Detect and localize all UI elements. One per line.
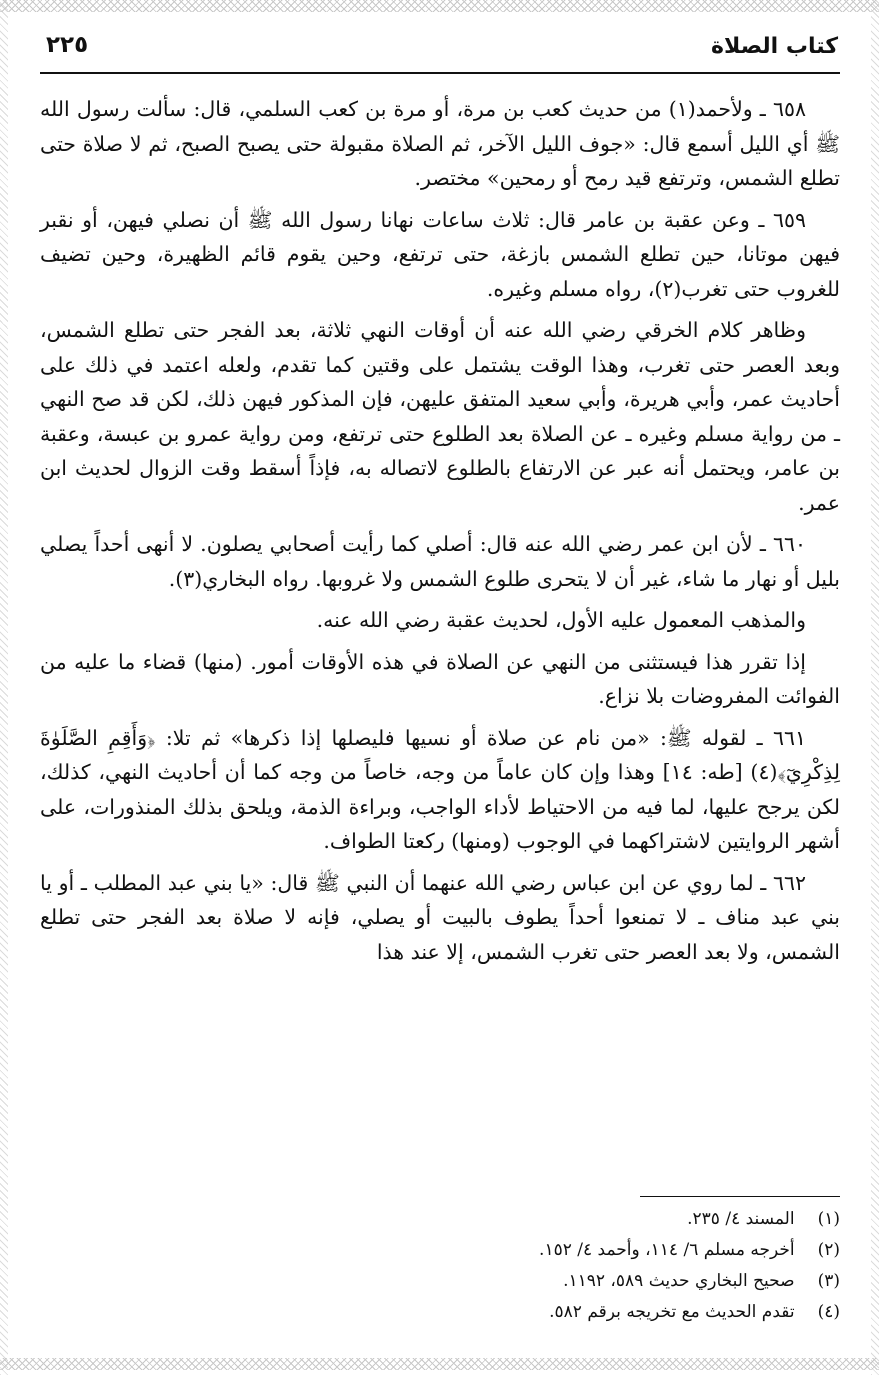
paragraph-madhhab: والمذهب المعمول عليه الأول، لحديث عقبة رضي الله عنه.	[316, 608, 806, 632]
decorative-border-bottom	[0, 1358, 879, 1370]
footnote-text: صحيح البخاري حديث ٥٨٩، ١١٩٢.	[563, 1271, 795, 1291]
footnote-text: أخرجه مسلم ٦/ ١١٤، وأحمد ٤/ ١٥٢.	[539, 1240, 795, 1260]
paragraph-hadith-661: ٦٦١ ـ لقوله ﷺ: «من نام عن صلاة أو نسيها فليصلها إذا ذكرها» ثم تلا: ﴿وَأَقِمِ الصَّلَوٰةَ لِذِكْرِيٓ﴾(٤) [طه: ١٤] وهذا وإن كان عاماً من وجه، خاصاً من وجه كما أن أحاديث النهي، كذلك، لكن يرجح عليها، لما فيه من الاحتياط لأداء الواجب، وبراءة الذمة، ويلحق بذلك المنذورات، على أشهر الروايتين لاشتراكهما في الوجوب (ومنها) ركعتا الطواف.	[40, 725, 841, 853]
main-text	[40, 92, 840, 976]
footnote-rule	[640, 1196, 840, 1197]
footnotes	[40, 1204, 840, 1328]
paragraph-hadith-660: ٦٦٠ ـ لأن ابن عمر رضي الله عنه قال: أصلي كما رأيت أصحابي يصلون. لا أنهى أحداً يصلي بليل أو نهار ما شاء، غير أن لا يتحرى طلوع الشمس ولا غروبها. رواه البخاري(٣).	[40, 532, 840, 591]
header-rule	[40, 72, 840, 74]
decorative-border-left	[0, 0, 8, 1375]
footnote-item	[40, 1266, 840, 1297]
paragraph-exceptions: إذا تقرر هذا فيستثنى من النهي عن الصلاة في هذه الأوقات أمور. (منها) قضاء ما عليه من الفوائت المفروضات بلا نزاع.	[40, 649, 840, 708]
footnote-item	[40, 1235, 840, 1266]
footnote-number: (٤)	[817, 1302, 840, 1322]
page-number: ٢٢٥	[46, 32, 89, 58]
paragraph-commentary: وظاهر كلام الخرقي رضي الله عنه أن أوقات النهي ثلاثة، بعد الفجر حتى تطلع الشمس، وبعد العصر حتى تغرب، وهذا الوقت يشتمل على وقتين كما تقدم، ولعله اعتمد في ذلك على أحاديث عمر، وأبي هريرة، وأبي سعيد المتفق عليهن، فإن المذكور فيهن ذلك، لكن قد صح النهي ـ من رواية مسلم وغيره ـ عن الصلاة بعد الطلوع حتى ترتفع، ومن رواية عمرو بن عبسة، وعقبة بن عامر، ويحتمل أنه عبر عن الارتفاع بالطلوع لاتصاله به، فإذاً أسقط وقت الزوال لحديث ابن عمر.	[40, 318, 840, 515]
chapter-title: كتاب الصلاة	[711, 34, 838, 59]
footnote-item	[40, 1204, 840, 1235]
decorative-border-top	[0, 0, 879, 12]
paragraph-hadith-659: ٦٥٩ ـ وعن عقبة بن عامر قال: ثلاث ساعات نهانا رسول الله ﷺ أن نصلي فيهن، أو نقبر فيهن موتانا، حين تطلع الشمس بازغة، حتى ترتفع، وحين يقوم قائم الظهيرة، وحين تضيف للغروب حتى تغرب(٢)، رواه مسلم وغيره.	[40, 207, 840, 301]
footnote-text: المسند ٤/ ٢٣٥.	[687, 1209, 795, 1229]
footnote-text: تقدم الحديث مع تخريجه برقم ٥٨٢.	[549, 1302, 795, 1322]
footnote-number: (٢)	[817, 1240, 840, 1260]
footnote-number: (٣)	[817, 1271, 840, 1291]
paragraph-hadith-658: ٦٥٨ ـ ولأحمد(١) من حديث كعب بن مرة، أو مرة بن كعب السلمي، قال: سألت رسول الله ﷺ أي الليل أسمع قال: «جوف الليل الآخر، ثم الصلاة مقبولة حتى يصبح الصبح، ثم لا صلاة حتى تطلع الشمس، وترتفع قيد رمح أو رمحين» مختصر.	[40, 97, 840, 190]
paragraph-hadith-662: ٦٦٢ ـ لما روي عن ابن عباس رضي الله عنهما أن النبي ﷺ قال: «يا بني عبد المطلب ـ أو يا بني عبد مناف ـ لا تمنعوا أحداً يطوف بالبيت أو يصلي، فإنه لا صلاة بعد الفجر حتى تطلع الشمس، ولا بعد العصر حتى تغرب الشمس، إلا عند هذا	[40, 870, 840, 964]
footnote-number: (١)	[817, 1209, 840, 1229]
decorative-border-right	[871, 0, 879, 1375]
page-header	[40, 28, 840, 72]
footnote-item	[40, 1297, 840, 1328]
